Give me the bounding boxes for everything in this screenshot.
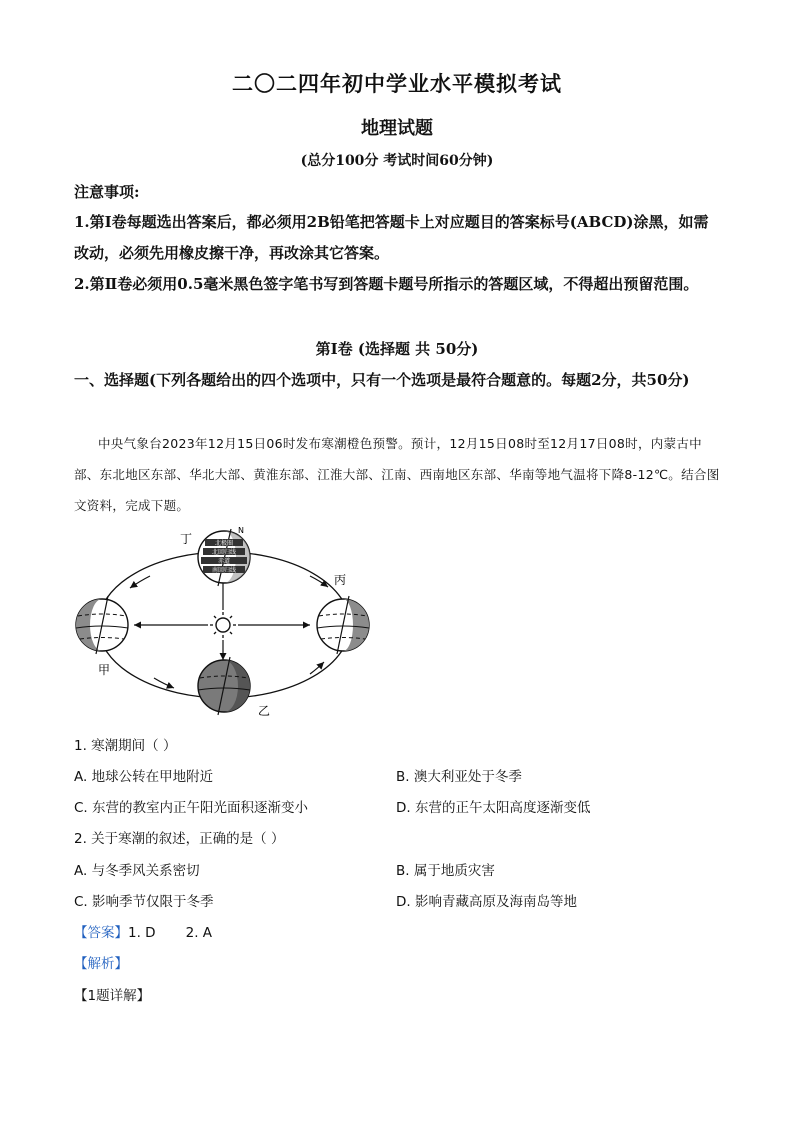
earth-bing bbox=[317, 596, 369, 654]
question-2-option-c[interactable]: C. 影响季节仅限于冬季 bbox=[74, 894, 214, 910]
note-item-2: 2.第Ⅱ卷必须用0.5毫米黑色签字笔书写到答题卡题号所指示的答题区域，不得超出预留范围。 bbox=[74, 275, 699, 293]
zone-label-tropic-cancer: 北回归线 bbox=[211, 549, 237, 556]
earth-jia bbox=[76, 596, 128, 654]
question-type-heading: 一、选择题(下列各题给出的四个选项中，只有一个选项是最符合题意的。每题2分，共50分) bbox=[74, 371, 690, 389]
notes-heading: 注意事项: bbox=[74, 183, 140, 201]
svg-text:N: N bbox=[238, 526, 244, 535]
answer-line bbox=[74, 921, 212, 941]
analysis-line bbox=[74, 952, 128, 972]
section-heading: 第Ⅰ卷 (选择题 共 50分) bbox=[315, 340, 479, 358]
analysis-detail: 【1题详解】 bbox=[74, 988, 151, 1004]
question-1-option-b[interactable]: B. 澳大利亚处于冬季 bbox=[396, 769, 522, 785]
answer-value: 1. D 2. A bbox=[128, 925, 213, 941]
answer-label: 【答案】 bbox=[74, 925, 128, 941]
exam-info: (总分100分 考试时间60分钟) bbox=[300, 153, 494, 169]
orbit-arrow-bottom-right bbox=[310, 662, 324, 674]
question-1-option-d[interactable]: D. 东营的正午太阳高度逐渐变低 bbox=[396, 800, 591, 816]
earth-orbit-diagram bbox=[72, 526, 382, 716]
label-bing: 丙 bbox=[334, 573, 347, 587]
question-2-option-b[interactable]: B. 属于地质灾害 bbox=[396, 863, 495, 879]
intro-paragraph: 中央气象台2023年12月15日06时发布寒潮橙色预警。预计，12月15日08时至12月17日08时，内蒙古中部、东北地区东部、华北大部、黄淮东部、江淮大部、江南、西南地区东部、华南等地气温将下降8-12℃。结合图文资料，完成下题。 bbox=[74, 436, 720, 513]
subject-title: 地理试题 bbox=[361, 118, 433, 139]
question-2-option-d[interactable]: D. 影响青藏高原及海南岛等地 bbox=[396, 894, 577, 910]
zone-label-arctic: 北极圈 bbox=[214, 540, 234, 547]
question-1-stem: 1. 寒潮期间（ ） bbox=[74, 738, 177, 754]
label-jia: 甲 bbox=[98, 663, 111, 677]
label-ding: 丁 bbox=[180, 532, 193, 546]
orbit-arrow-top-left bbox=[130, 576, 150, 588]
question-2-stem: 2. 关于寒潮的叙述，正确的是（ ） bbox=[74, 831, 285, 847]
question-1-option-c[interactable]: C. 东营的教室内正午阳光面积逐渐变小 bbox=[74, 800, 309, 816]
exam-title: 二〇二四年初中学业水平模拟考试 bbox=[232, 71, 562, 96]
note-item-1: 1.第Ⅰ卷每题选出答案后，都必须用2B铅笔把答题卡上对应题目的答案标号(ABCD)涂黑，如需改动，必须先用橡皮擦干净，再改涂其它答案。 bbox=[74, 213, 709, 262]
zone-label-equator: 赤道 bbox=[217, 558, 231, 565]
sun-icon bbox=[210, 612, 236, 638]
earth-ding bbox=[198, 526, 250, 586]
label-yi: 乙 bbox=[258, 704, 271, 716]
earth-yi bbox=[198, 657, 250, 715]
analysis-label: 【解析】 bbox=[74, 956, 128, 972]
question-1-option-a[interactable]: A. 地球公转在甲地附近 bbox=[74, 769, 214, 785]
question-2-option-a[interactable]: A. 与冬季风关系密切 bbox=[74, 863, 200, 879]
zone-label-tropic-capricorn: 南回归线 bbox=[211, 567, 237, 574]
